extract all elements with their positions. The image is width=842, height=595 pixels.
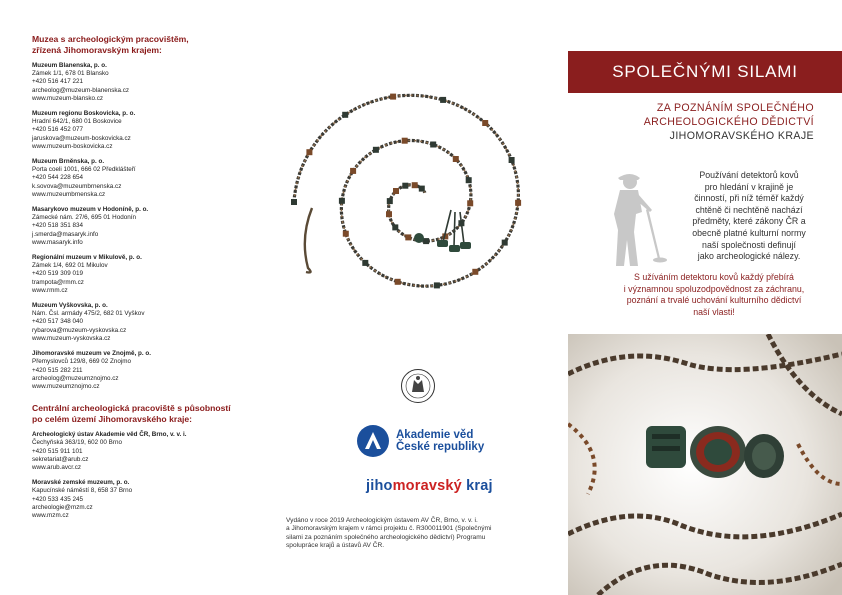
central-heading (32, 403, 262, 424)
necklace-bead (482, 120, 488, 126)
imprint-line: Vydáno v roce 2019 Archeologickým ústavem AV ČR, Brno, v. v. i. (286, 517, 478, 524)
museums-heading-line: Muzea s archeologickým pracovištěm, (32, 34, 189, 44)
museum-detail: Zámek 1/1, 678 01 Blansko (32, 70, 109, 78)
museum-entry (32, 206, 262, 247)
museum-entry (32, 479, 262, 520)
museum-detail: Čechyňská 363/19, 602 00 Brno (32, 439, 122, 447)
necklace-bead (387, 198, 393, 204)
academy-name-line: České republiky (396, 441, 485, 453)
museum-detail: Porta coeli 1001, 666 02 Předklášteří (32, 166, 136, 174)
academy-logo-icon (356, 424, 390, 458)
necklace-bead (342, 112, 348, 118)
intro-line: jako archeologické nálezy. (697, 251, 801, 262)
museum-name: Muzeum Blanenska, p. o. (32, 62, 107, 69)
title-banner (568, 51, 842, 93)
necklace-bead (343, 231, 349, 237)
academy-name-line: Akademie věd (396, 428, 474, 441)
museum-name: Masarykovo muzeum v Hodoníně, p. o. (32, 206, 149, 214)
intro-line: Používání detektorů kovů (699, 170, 799, 180)
museum-website-link[interactable]: www.mzm.cz (32, 511, 69, 519)
responsibility-text (590, 272, 838, 318)
museum-entry (32, 254, 262, 295)
museum-entry (32, 158, 262, 199)
museum-detail: +420 516 417 221 (32, 78, 83, 86)
imprint-text (286, 517, 506, 550)
academy-seal-emblem (400, 368, 436, 404)
museum-detail: +420 515 282 211 (32, 366, 83, 374)
necklace-bead (373, 147, 379, 153)
necklace-bead (392, 224, 398, 230)
museum-detail: +420 533 435 245 (32, 495, 83, 503)
museum-detail: Kapucínské náměstí 8, 658 37 Brno (32, 487, 133, 495)
necklace-bead (412, 182, 418, 188)
museum-detail: +420 519 309 019 (32, 270, 83, 278)
museum-email-link[interactable]: archeolog@muzeumznojmo.cz (32, 374, 119, 382)
necklace-bead (502, 240, 508, 246)
subtitle-line: ZA POZNÁNÍM SPOLEČNÉHO (656, 102, 814, 114)
imprint-line: silami za poznáním společného archeologického dědictví) Programu (286, 533, 486, 541)
responsibility-line: S užíváním detektoru kovů každý přebírá (634, 272, 794, 282)
central-heading-line: Centrální archeologická pracoviště s působností (32, 403, 231, 414)
imprint-line: spolupráce krajů a ústavů AV ČR. (286, 541, 385, 549)
museum-entry (32, 302, 262, 343)
necklace-bead (440, 97, 446, 103)
museum-name: Muzeum regionu Boskovicka, p. o. (32, 110, 136, 118)
museum-website-link[interactable]: www.muzeum-boskovicka.cz (32, 142, 113, 150)
museum-website-link[interactable]: www.muzeumznojmo.cz (32, 382, 100, 390)
kraj-logo-part-highlight: moravský (392, 478, 462, 494)
middle-panel (268, 0, 566, 595)
museum-email-link[interactable]: archeolog@muzeum-blanenska.cz (32, 86, 130, 94)
cover-panel (568, 0, 842, 595)
academy-logo (356, 424, 484, 458)
intro-line: činností, při níž téměř každý (694, 193, 804, 204)
museum-directory (32, 34, 262, 520)
central-list (32, 431, 262, 520)
intro-line: předměty, které zákony ČR a (692, 216, 806, 227)
artifact-photo (568, 334, 842, 595)
necklace-bead (509, 157, 515, 163)
museum-website-link[interactable]: www.muzeum-blansko.cz (32, 94, 104, 102)
intro-text (669, 170, 829, 263)
museum-website-link[interactable]: www.masaryk.info (32, 238, 83, 246)
necklace-bead (395, 279, 401, 285)
necklace-bead (515, 200, 521, 206)
museum-name: Jihomoravské muzeum ve Znojmě, p. o. (32, 350, 151, 358)
necklace-bead (419, 186, 425, 192)
kraj-logo-part: jiho (366, 478, 393, 494)
museum-name: Muzeum Vyškovska, p. o. (32, 302, 108, 310)
central-heading-line: po celém území Jihomoravského kraje: (32, 413, 192, 424)
necklace-bead (430, 142, 436, 148)
subtitle-line: ARCHEOLOGICKÉHO DĚDICTVÍ (643, 116, 814, 128)
museum-entry (32, 431, 262, 472)
necklace-bead (362, 260, 368, 266)
responsibility-line: naší vlasti! (693, 306, 735, 317)
responsibility-line: i významnou spoluzodpovědnost za záchranu, (623, 283, 805, 294)
necklace-bead (402, 183, 408, 189)
museum-name: Regionální muzeum v Mikulově, p. o. (32, 254, 142, 262)
museum-detail: +420 516 452 077 (32, 126, 83, 134)
metal-detector-person-icon (590, 170, 668, 270)
necklace-bead (350, 168, 356, 174)
necklace-bead (472, 269, 478, 275)
museum-detail: +420 515 911 101 (32, 447, 83, 455)
museum-entry (32, 350, 262, 391)
museum-website-link[interactable]: www.muzeumbrnenska.cz (32, 190, 106, 198)
necklace-bead (453, 156, 459, 162)
museum-detail: Zámek 1/4, 692 01 Mikulov (32, 262, 108, 270)
intro-line: chtěně či nechtěně nachází (695, 204, 803, 215)
museum-website-link[interactable]: www.rmm.cz (32, 286, 68, 294)
necklace-bead (402, 138, 408, 144)
necklace-bead (467, 200, 473, 206)
museum-email-link[interactable]: k.sovova@muzeumbrnenska.cz (32, 182, 122, 190)
museum-email-link[interactable]: rybarova@muzeum-vyskovska.cz (32, 326, 127, 334)
necklace-bead (390, 94, 396, 100)
museum-website-link[interactable]: www.arub.avcr.cz (32, 463, 81, 471)
necklace-bead (423, 238, 429, 244)
academy-name (396, 429, 484, 454)
museums-heading-line: zřízená Jihomoravským krajem: (32, 44, 162, 55)
museum-email-link[interactable]: jaruskova@muzeum-boskovicka.cz (32, 134, 131, 142)
kraj-logo-part: kraj (461, 478, 493, 494)
museum-detail: Nám. Čsl. armády 475/2, 682 01 Vyškov (32, 310, 145, 318)
museum-name: Moravské zemské muzeum, p. o. (32, 479, 130, 487)
museum-email-link[interactable]: j.smerda@masaryk.info (32, 230, 99, 238)
intro-line: naší společnosti definují (702, 239, 796, 250)
museum-name: Muzeum Brněnska, p. o. (32, 158, 105, 166)
imprint-line: a Jihomoravským krajem v rámci projektu č. R300011901 (Společnými (286, 525, 492, 533)
necklace-bead (393, 188, 399, 194)
museum-detail: +420 517 348 040 (32, 318, 83, 326)
museum-email-link[interactable]: sekretariat@arub.cz (32, 455, 89, 463)
necklace-bead (339, 198, 345, 204)
necklace-bead (386, 211, 392, 217)
necklace-bead (405, 234, 411, 240)
intro-line: obecně platné kulturní normy (692, 227, 806, 238)
necklace-illustration (268, 62, 566, 342)
necklace-bead (291, 199, 297, 205)
museum-detail: +420 544 228 654 (32, 174, 83, 182)
intro-line: pro hledání v krajině je (704, 181, 794, 192)
responsibility-line: poznání a trvalé uchování kulturního dědictví (626, 295, 802, 306)
museum-entry (32, 110, 262, 151)
museum-list (32, 62, 262, 391)
necklace-bead (434, 282, 440, 288)
museum-website-link[interactable]: www.muzeum-vyskovska.cz (32, 334, 111, 342)
museum-detail: +420 518 351 834 (32, 222, 83, 230)
subtitle-line: JIHOMORAVSKÉHO KRAJE (669, 130, 814, 142)
subtitle (644, 101, 814, 143)
museum-detail: Hradní 642/1, 680 01 Boskovice (32, 118, 122, 126)
museum-entry (32, 62, 262, 103)
museum-email-link[interactable]: archeologie@mzm.cz (32, 503, 93, 511)
necklace-bead (306, 149, 312, 155)
title-text: SPOLEČNÝMI SILAMI (612, 62, 798, 81)
jihomoravsky-kraj-logo (366, 478, 493, 494)
museum-detail: Přemyslovců 129/8, 669 02 Znojmo (32, 358, 132, 366)
museum-detail: Zámecké nám. 27/6, 695 01 Hodonín (32, 214, 136, 222)
necklace-bead (466, 177, 472, 183)
museums-heading (32, 34, 262, 55)
museum-email-link[interactable]: trampota@rmm.cz (32, 278, 84, 286)
museum-name: Archeologický ústav Akademie věd ČR, Brno, v. v. i. (32, 431, 187, 439)
